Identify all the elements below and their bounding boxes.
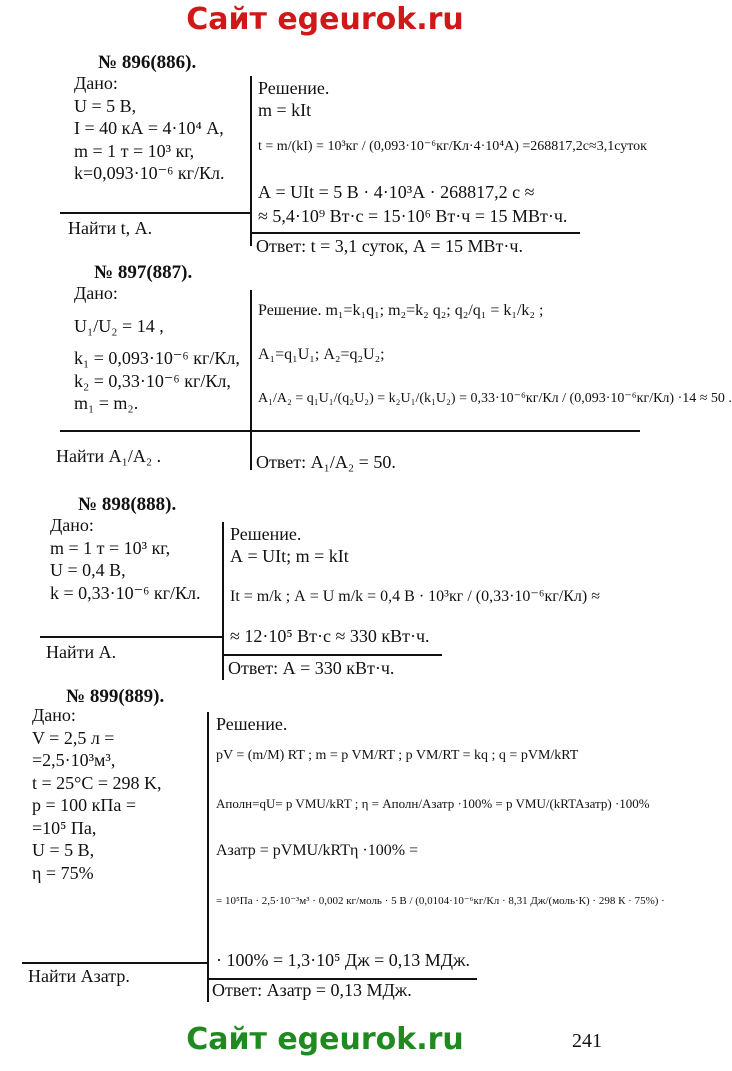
given-line: =2,5·10³м³,: [32, 750, 116, 770]
divider-horizontal: [222, 654, 442, 656]
given-line: U = 5 В,: [32, 840, 95, 860]
divider-horizontal: [250, 232, 580, 234]
answer-line: Ответ: t = 3,1 суток, А = 15 МВт·ч.: [256, 236, 523, 256]
problem-number: № 897(887).: [94, 262, 193, 283]
divider-vertical: [222, 522, 224, 680]
solution-title: Решение.: [258, 78, 330, 98]
given-block: [74, 72, 225, 185]
find-label: Найти А.: [46, 642, 117, 662]
solution-line: А₁/А₂ = q₁U₁/(q₂U₂) = k₂U₁/(k₁U₂) = 0,33·10⁻⁶кг/Кл / (0,093·10⁻⁶кг/Кл) ·14 ≈ 50 .: [258, 391, 732, 406]
site-watermark-bottom: Сайт egeurok.ru: [186, 1022, 464, 1057]
given-title: Дано:: [32, 705, 76, 725]
problem-number: № 899(889).: [66, 686, 165, 707]
given-block: [50, 514, 201, 604]
divider-vertical: [250, 76, 252, 246]
given-line: k₂ = 0,33·10⁻⁶ кг/Кл,: [74, 370, 231, 391]
site-watermark-top: Сайт egeurok.ru: [186, 2, 464, 37]
solution-line: · 100% = 1,3·10⁵ Дж = 0,13 МДж.: [216, 950, 470, 970]
solution-line: ≈ 12·10⁵ Вт·с ≈ 330 кВт·ч.: [230, 626, 430, 646]
divider-vertical: [250, 290, 252, 470]
page-number: 241: [572, 1030, 602, 1052]
given-line: V = 2,5 л =: [32, 727, 115, 748]
given-line: U₁/U₂ = 14 ,: [74, 315, 164, 336]
solution-line: [258, 302, 543, 320]
answer-line: Ответ: Азатр = 0,13 МДж.: [212, 980, 412, 1000]
given-block: [32, 704, 162, 884]
answer-line: Ответ: А = 330 кВт·ч.: [228, 658, 395, 678]
solution-title: Решение.: [216, 714, 288, 734]
divider-vertical: [207, 712, 209, 1002]
given-line: m = 1 т = 10³ кг,: [50, 537, 171, 558]
find-label: Найти А₁/А₂ .: [56, 446, 162, 466]
answer-line: Ответ: А₁/А₂ = 50.: [256, 452, 396, 472]
given-line: m₁ = m₂.: [74, 393, 139, 413]
given-line: U = 5 В,: [74, 95, 137, 116]
solution-line: m = kIt: [258, 100, 312, 120]
solution-line: pV = (m/M) RT ; m = p VM/RT ; p VM/RT = kq ; q = pVM/kRT: [216, 748, 579, 763]
divider-horizontal: [60, 430, 640, 432]
find-label: Найти t, А.: [68, 218, 153, 238]
solution-line: А₁=q₁U₁; А₂=q₂U₂;: [258, 346, 385, 363]
given-line: I = 40 кА = 4·10⁴ А,: [74, 118, 224, 138]
solution-line: А = UIt = 5 В · 4·10³А · 268817,2 с ≈: [258, 182, 535, 202]
solution-line: Азатр = pVMU/kRTη ·100% =: [216, 842, 419, 859]
divider-horizontal: [40, 636, 222, 638]
divider-horizontal: [60, 212, 250, 214]
given-line: k = 0,33·10⁻⁶ кг/Кл.: [50, 582, 201, 603]
problem-number: № 896(886).: [98, 52, 197, 73]
given-title: Дано:: [50, 515, 94, 535]
solution-line: ≈ 5,4·10⁹ Вт·с = 15·10⁶ Вт·ч = 15 МВт·ч.: [258, 206, 568, 226]
solution-text: m₁=k₁q₁; m₂=k₂ q₂; q₂/q₁ = k₁/k₂ ;: [325, 302, 544, 319]
solution-title: Решение.: [258, 302, 322, 319]
given-line: k₁ = 0,093·10⁻⁶ кг/Кл,: [74, 348, 240, 368]
solution-title: Решение.: [230, 524, 302, 544]
divider-horizontal: [22, 962, 207, 964]
solution-line: Аполн=qU= p VMU/kRT ; η = Аполн/Азатр ·100% = p VMU/(kRTAзатр) ·100%: [216, 796, 650, 811]
given-line: k=0,093·10⁻⁶ кг/Кл.: [74, 163, 225, 183]
given-title: Дано:: [74, 73, 118, 93]
given-line: p = 100 кПа =: [32, 795, 137, 815]
given-line: U = 0,4 В,: [50, 560, 126, 580]
find-label: Найти Азатр.: [28, 966, 130, 986]
given-line: t = 25°C = 298 K,: [32, 772, 162, 793]
given-block: [74, 282, 240, 415]
solution-line: t = m/(kI) = 10³кг / (0,093·10⁻⁶кг/Кл·4·10⁴А) =268817,2с≈3,1суток: [258, 139, 647, 154]
solution-line: It = m/k ; А = U m/k = 0,4 В · 10³кг / (0,33·10⁻⁶кг/Кл) ≈: [230, 588, 600, 605]
given-title: Дано:: [74, 283, 118, 303]
solution-line: = 10⁵Па · 2,5·10⁻³м³ · 0,002 кг/моль · 5 В / (0,0104·10⁻⁶кг/Кл · 8,31 Дж/(моль·К) · 298 К · 75%) ·: [216, 895, 665, 907]
problem-number: № 898(888).: [78, 494, 177, 515]
given-line: η = 75%: [32, 862, 94, 883]
given-line: m = 1 т = 10³ кг,: [74, 140, 195, 161]
solution-line: А = UIt; m = kIt: [230, 546, 349, 566]
given-line: =10⁵ Па,: [32, 817, 97, 838]
